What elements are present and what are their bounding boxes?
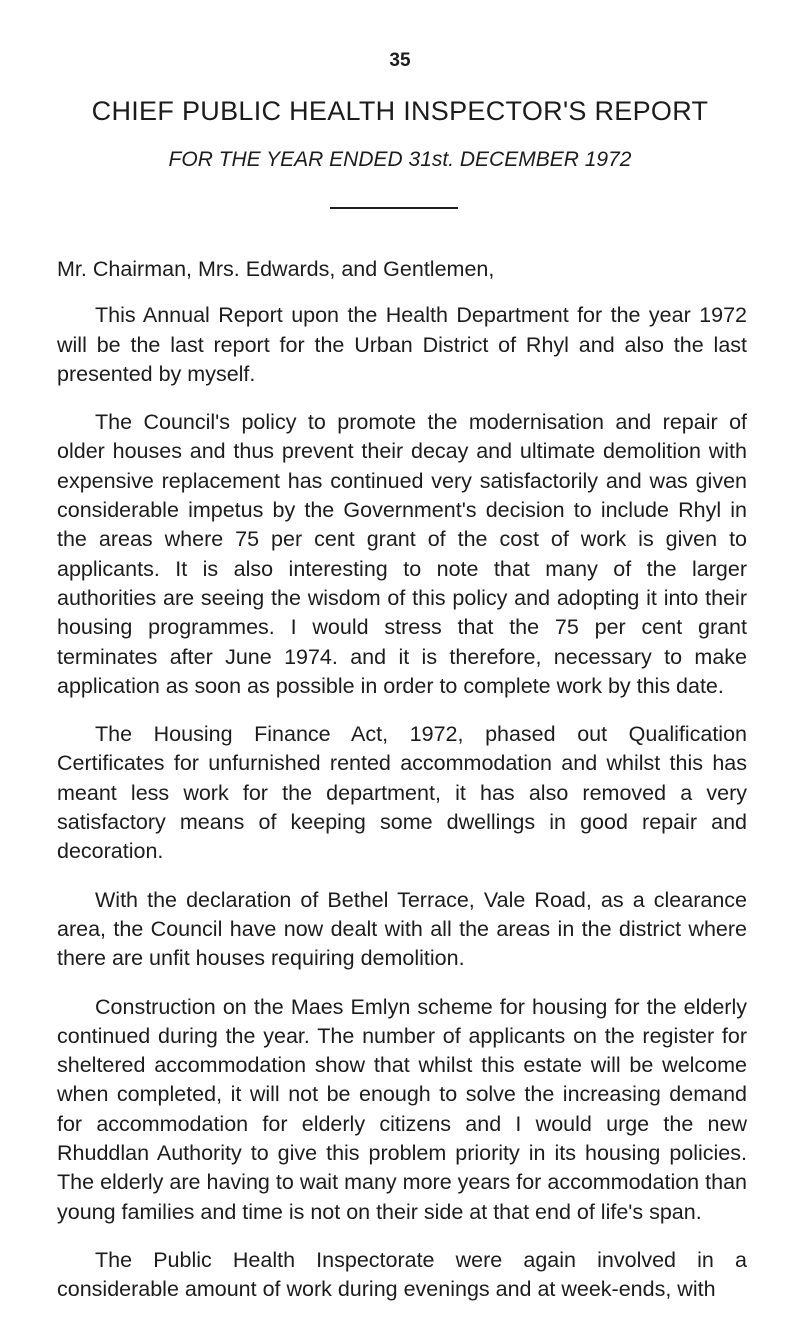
title-divider [330,207,458,209]
salutation: Mr. Chairman, Mrs. Edwards, and Gentlemen, [57,257,495,281]
report-title: CHIEF PUBLIC HEALTH INSPECTOR'S REPORT [91,96,709,126]
paragraph-clearance-area: With the declaration of Bethel Terrace, Vale Road, as a clearance area, the Council have now dealt with all the areas in the district where there are unfit houses requiring demolition. [57,887,747,971]
paragraph-elderly-housing: Construction on the Maes Emlyn scheme for housing for the elderly continued during the year. The number of applicants on the register for sheltered accommodation show that whilst this estate will be welcome when completed, it will not be enough to solve the increasing demand for accommodation for elderly citizens and I would urge the new Rhuddlan Authority to give this problem priority in its housing policies. The elderly are having to wait many more years for accommodation than young families and time is not on their side at that end of life's span. [57,994,747,1224]
report-body [57,255,747,1324]
paragraph-inspectorate-work: The Public Health Inspectorate were again involved in a considerable amount of work during evenings and at week-ends, with [57,1247,747,1302]
paragraph-modernisation-policy: The Council's policy to promote the modernisation and repair of older houses and thus prevent their decay and ultimate demolition with expensive replacement has continued very satisfactorily and was given considerable impetus by the Government's decision to include Rhyl in the areas where 75 per cent grant of the cost of work is given to applicants. It is also interesting to note that many of the larger authorities are seeing the wisdom of this policy and adopting it into their housing programmes. I would stress that the 75 per cent grant terminates after June 1974. and it is therefore, necessary to make application as soon as possible in order to complete work by this date. [57,410,747,698]
report-subtitle: FOR THE YEAR ENDED 31st. DECEMBER 1972 [168,148,632,171]
paragraph-housing-finance-act: The Housing Finance Act, 1972, phased out Qualification Certificates for unfurnished rented accommodation and whilst this has meant less work for the department, it has also removed a very satisfactory means of keeping some dwellings in good repair and decoration. [57,722,747,864]
page-number: 35 [389,50,411,71]
paragraph-annual-report: This Annual Report upon the Health Department for the year 1972 will be the last report for the Urban District of Rhyl and also the last presented by myself. [57,303,747,386]
